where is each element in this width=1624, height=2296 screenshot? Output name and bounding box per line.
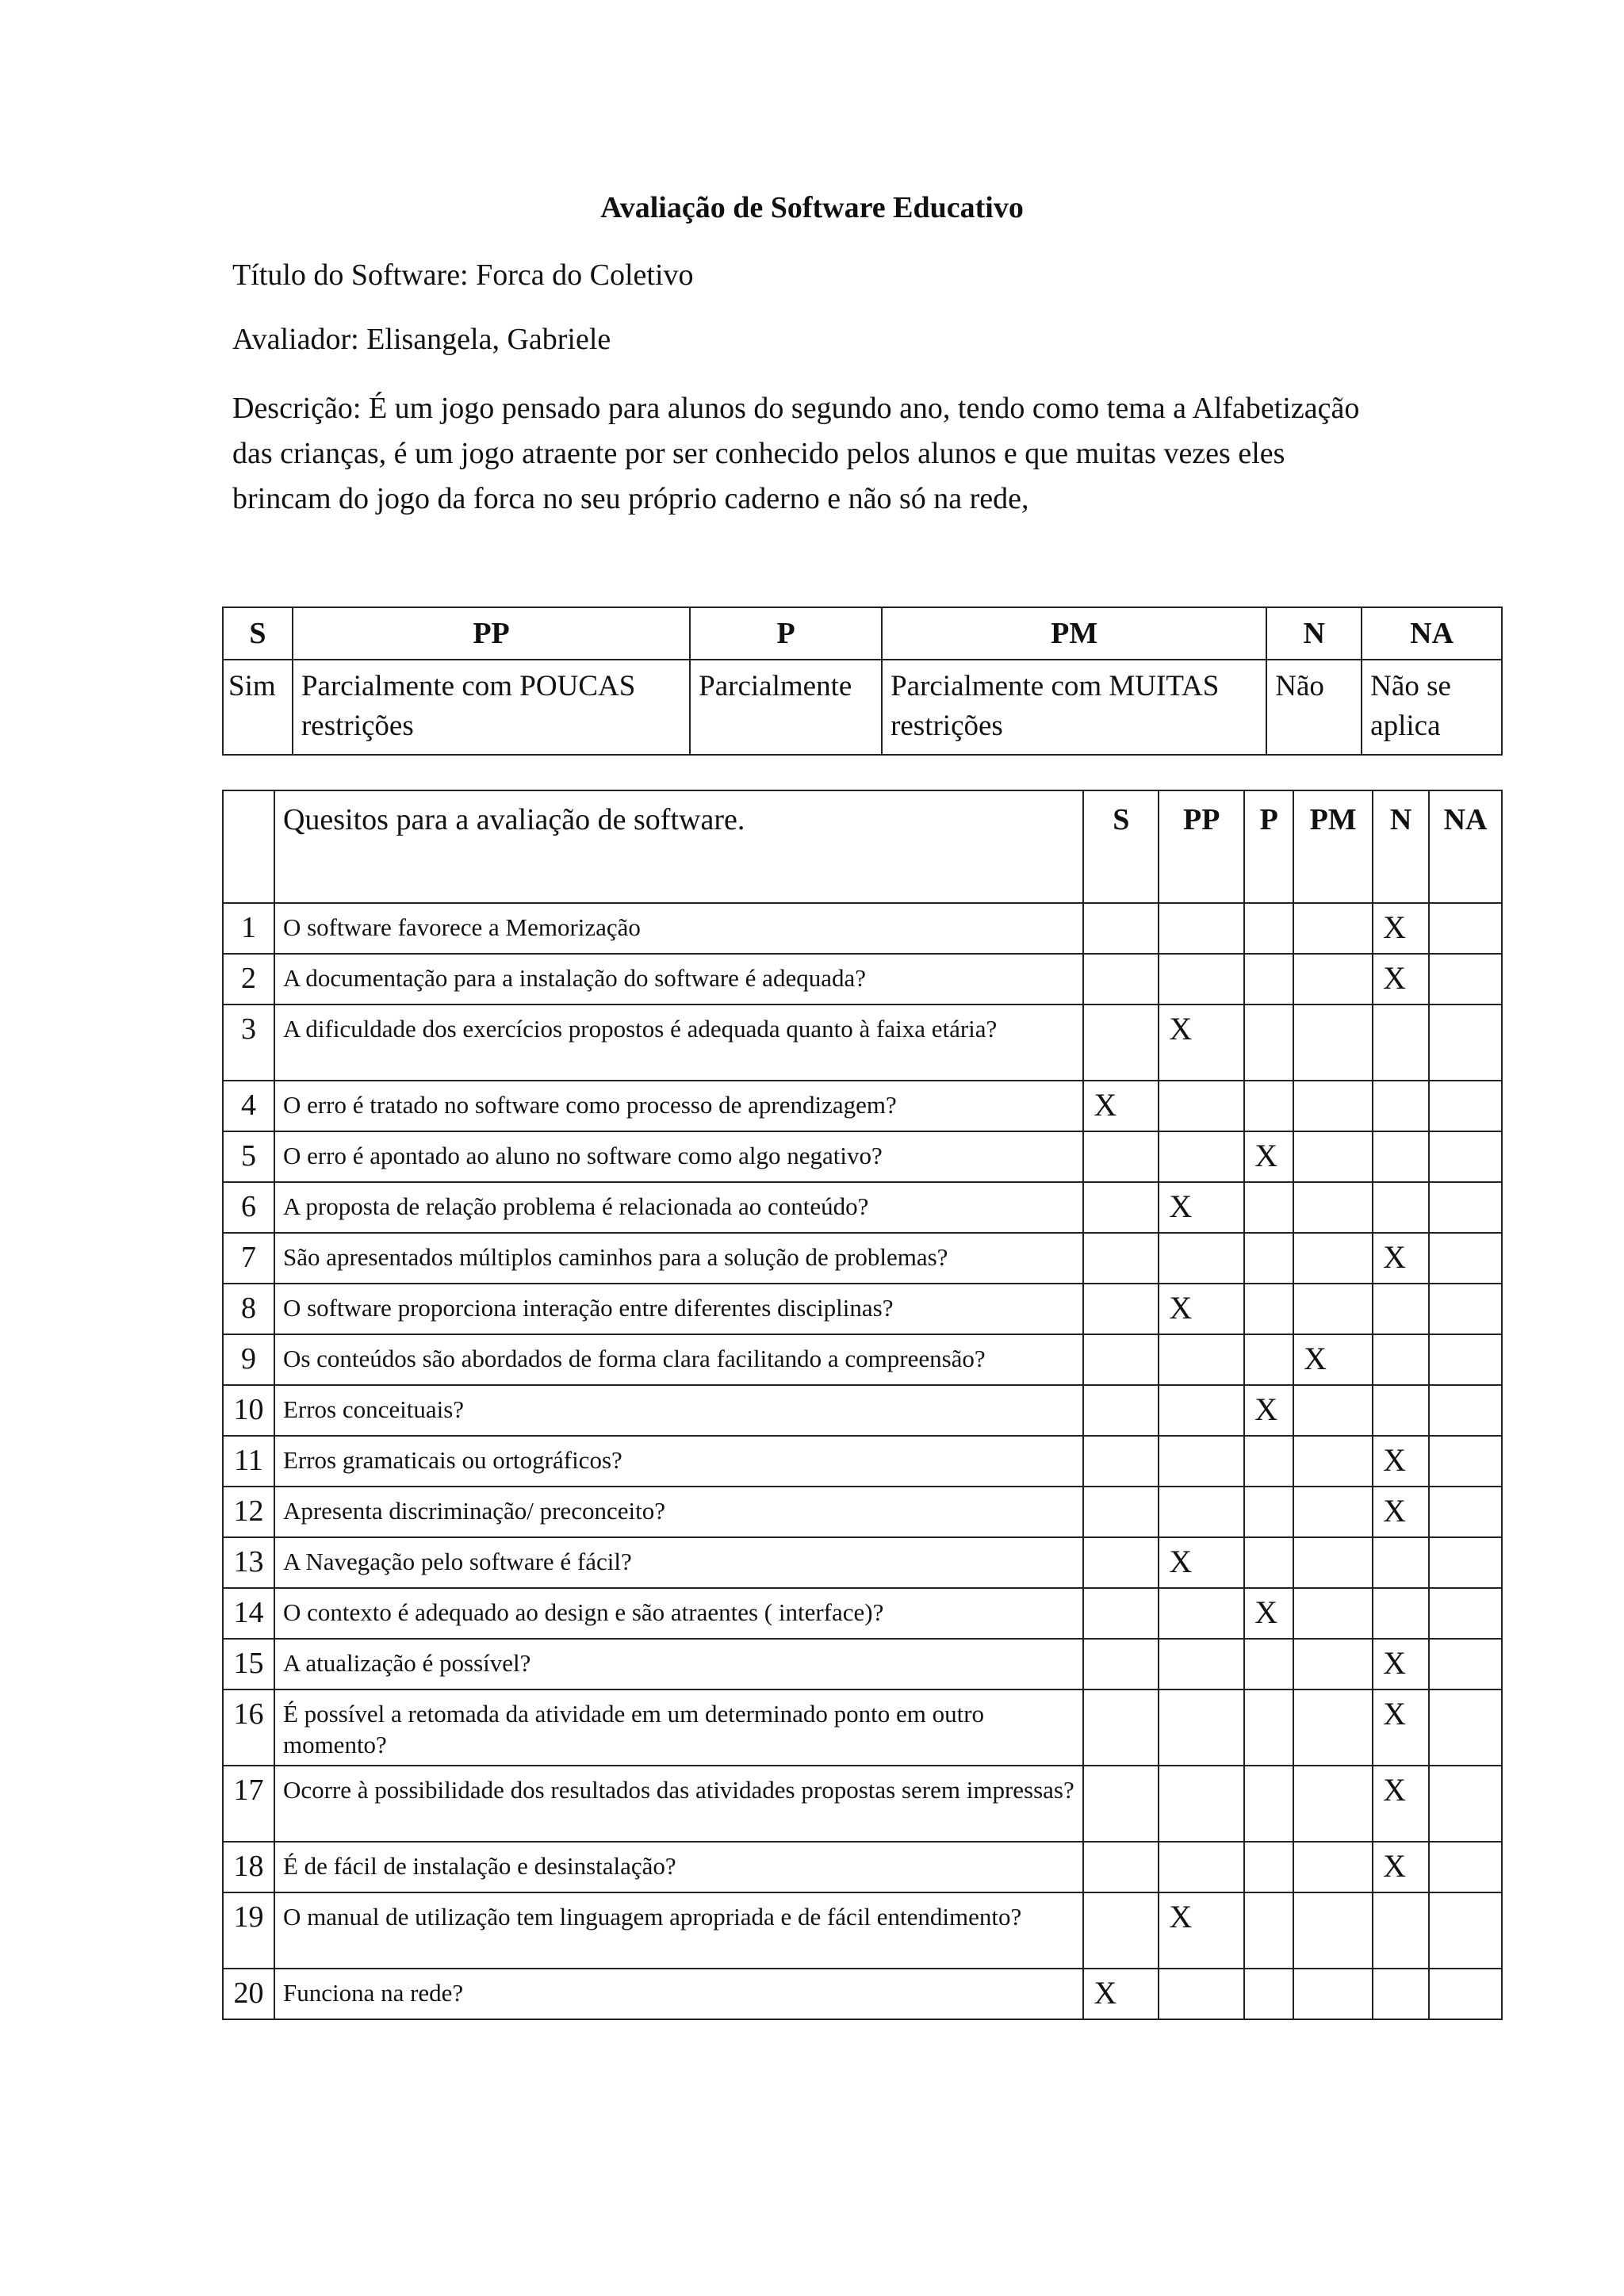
answer-mark: X [1169, 1899, 1193, 1934]
answer-cell-pp [1159, 1004, 1244, 1081]
column-header: NA [1429, 790, 1502, 903]
answer-cell-na [1429, 1639, 1502, 1689]
table-row [223, 1131, 1502, 1182]
answer-mark: X [1169, 1290, 1193, 1326]
answer-cell-na [1429, 954, 1502, 1004]
answer-cell-p [1244, 1436, 1293, 1487]
question-text: Erros conceituais? [274, 1385, 1083, 1436]
row-number: 20 [223, 1969, 274, 2019]
question-text: É de fácil de instalação e desinstalação? [274, 1842, 1083, 1892]
answer-cell-s [1083, 1385, 1159, 1436]
table-row [223, 1487, 1502, 1537]
question-text: A dificuldade dos exercícios propostos é adequada quanto à faixa etária? [274, 1004, 1083, 1081]
row-number: 8 [223, 1284, 274, 1334]
evaluator: Avaliador: Elisangela, Gabriele [232, 323, 611, 356]
answer-cell-pp [1159, 1385, 1244, 1436]
answer-cell-pm [1293, 1487, 1373, 1537]
answer-cell-na [1429, 1385, 1502, 1436]
answer-mark: X [1383, 1848, 1406, 1884]
answer-cell-s [1083, 1842, 1159, 1892]
answer-cell-na [1429, 1689, 1502, 1766]
answer-cell-n [1373, 1385, 1429, 1436]
answer-cell-p [1244, 1334, 1293, 1385]
answer-cell-na [1429, 1182, 1502, 1233]
header-number-cell [223, 790, 274, 903]
answer-cell-pp [1159, 1131, 1244, 1182]
answer-cell-n [1373, 1892, 1429, 1969]
legend-meaning: Não [1266, 660, 1362, 755]
answer-cell-n [1373, 1334, 1429, 1385]
row-number: 16 [223, 1689, 274, 1766]
answer-cell-p [1244, 1766, 1293, 1842]
answer-cell-n [1373, 1766, 1429, 1842]
answer-cell-pm [1293, 1004, 1373, 1081]
answer-cell-s [1083, 1689, 1159, 1766]
answer-mark: X [1383, 1772, 1406, 1808]
table-row [223, 1081, 1502, 1131]
answer-cell-n [1373, 1537, 1429, 1588]
legend-code: N [1266, 607, 1362, 660]
answer-cell-p [1244, 1892, 1293, 1969]
answer-cell-pm [1293, 1284, 1373, 1334]
answer-cell-p [1244, 1842, 1293, 1892]
question-text: A atualização é possível? [274, 1639, 1083, 1689]
answer-cell-s [1083, 903, 1159, 954]
answer-mark: X [1304, 1341, 1327, 1376]
question-text: Apresenta discriminação/ preconceito? [274, 1487, 1083, 1537]
question-text: Os conteúdos são abordados de forma clara facilitando a compreensão? [274, 1334, 1083, 1385]
legend-code: PP [293, 607, 690, 660]
question-text: Ocorre à possibilidade dos resultados das atividades propostas serem impressas? [274, 1766, 1083, 1842]
answer-cell-pp [1159, 1081, 1244, 1131]
answer-cell-s [1083, 1639, 1159, 1689]
answer-cell-n [1373, 954, 1429, 1004]
question-text: São apresentados múltiplos caminhos para a solução de problemas? [274, 1233, 1083, 1284]
row-number: 19 [223, 1892, 274, 1969]
answer-cell-s [1083, 1284, 1159, 1334]
answer-mark: X [1169, 1188, 1193, 1224]
answer-cell-p [1244, 1537, 1293, 1588]
answer-cell-n [1373, 1004, 1429, 1081]
answer-cell-n [1373, 903, 1429, 954]
answer-cell-pp [1159, 1892, 1244, 1969]
answer-cell-pp [1159, 1766, 1244, 1842]
answer-cell-pm [1293, 903, 1373, 954]
row-number: 14 [223, 1588, 274, 1639]
criteria-table [222, 790, 1503, 2020]
answer-cell-s [1083, 1081, 1159, 1131]
answer-mark: X [1094, 1975, 1117, 2011]
answer-cell-p [1244, 1487, 1293, 1537]
answer-cell-n [1373, 1487, 1429, 1537]
answer-cell-p [1244, 1004, 1293, 1081]
row-number: 12 [223, 1487, 274, 1537]
criteria-header: Quesitos para a avaliação de software. [274, 790, 1083, 903]
answer-cell-n [1373, 1131, 1429, 1182]
row-number: 15 [223, 1639, 274, 1689]
table-row [223, 1004, 1502, 1081]
legend-code: P [690, 607, 882, 660]
answer-cell-n [1373, 1182, 1429, 1233]
criteria-body [223, 903, 1502, 2019]
answer-cell-pm [1293, 1131, 1373, 1182]
answer-cell-n [1373, 1284, 1429, 1334]
answer-mark: X [1383, 1696, 1406, 1732]
answer-cell-s [1083, 1766, 1159, 1842]
table-row [223, 1385, 1502, 1436]
answer-cell-pm [1293, 954, 1373, 1004]
answer-cell-pm [1293, 1588, 1373, 1639]
answer-mark: X [1094, 1087, 1117, 1123]
answer-mark: X [1383, 1493, 1406, 1529]
row-number: 13 [223, 1537, 274, 1588]
answer-cell-na [1429, 1131, 1502, 1182]
answer-cell-na [1429, 1081, 1502, 1131]
question-text: O software favorece a Memorização [274, 903, 1083, 954]
answer-cell-na [1429, 1284, 1502, 1334]
legend-code-row [223, 607, 1502, 660]
answer-mark: X [1169, 1544, 1193, 1579]
legend-meaning: Parcialmente [690, 660, 882, 755]
question-text: O contexto é adequado ao design e são atraentes ( interface)? [274, 1588, 1083, 1639]
answer-cell-pp [1159, 1284, 1244, 1334]
table-row [223, 1436, 1502, 1487]
answer-cell-s [1083, 954, 1159, 1004]
table-row [223, 1689, 1502, 1766]
answer-cell-n [1373, 1969, 1429, 2019]
answer-mark: X [1383, 1442, 1406, 1478]
question-text: Erros gramaticais ou ortográficos? [274, 1436, 1083, 1487]
answer-cell-na [1429, 1766, 1502, 1842]
answer-cell-na [1429, 1892, 1502, 1969]
answer-cell-pm [1293, 1969, 1373, 2019]
answer-cell-pm [1293, 1842, 1373, 1892]
answer-cell-pm [1293, 1766, 1373, 1842]
question-text: O erro é apontado ao aluno no software como algo negativo? [274, 1131, 1083, 1182]
table-row [223, 1588, 1502, 1639]
criteria-header-row [223, 790, 1502, 903]
answer-cell-n [1373, 1689, 1429, 1766]
question-text: A Navegação pelo software é fácil? [274, 1537, 1083, 1588]
answer-cell-p [1244, 1131, 1293, 1182]
answer-cell-s [1083, 1233, 1159, 1284]
answer-cell-pm [1293, 1892, 1373, 1969]
answer-cell-pp [1159, 1233, 1244, 1284]
question-text: O software proporciona interação entre diferentes disciplinas? [274, 1284, 1083, 1334]
row-number: 5 [223, 1131, 274, 1182]
answer-cell-s [1083, 1436, 1159, 1487]
answer-cell-pm [1293, 1689, 1373, 1766]
answer-cell-pp [1159, 954, 1244, 1004]
question-text: O manual de utilização tem linguagem apropriada e de fácil entendimento? [274, 1892, 1083, 1969]
legend-meaning: Parcialmente com POUCAS restrições [293, 660, 690, 755]
answer-cell-n [1373, 1436, 1429, 1487]
answer-cell-pm [1293, 1537, 1373, 1588]
question-text: O erro é tratado no software como processo de aprendizagem? [274, 1081, 1083, 1131]
answer-cell-pp [1159, 1639, 1244, 1689]
legend-meaning-row [223, 660, 1502, 755]
answer-cell-pm [1293, 1081, 1373, 1131]
answer-cell-p [1244, 954, 1293, 1004]
table-row [223, 1892, 1502, 1969]
answer-cell-s [1083, 1892, 1159, 1969]
answer-cell-s [1083, 1131, 1159, 1182]
table-row [223, 1766, 1502, 1842]
answer-cell-n [1373, 1842, 1429, 1892]
answer-cell-p [1244, 1233, 1293, 1284]
answer-cell-pp [1159, 1588, 1244, 1639]
table-row [223, 1334, 1502, 1385]
answer-cell-pp [1159, 1689, 1244, 1766]
answer-cell-pp [1159, 1487, 1244, 1537]
answer-cell-s [1083, 1334, 1159, 1385]
answer-cell-s [1083, 1004, 1159, 1081]
answer-cell-pm [1293, 1639, 1373, 1689]
column-header: PM [1293, 790, 1373, 903]
column-header: N [1373, 790, 1429, 903]
answer-cell-p [1244, 1081, 1293, 1131]
answer-mark: X [1254, 1138, 1278, 1173]
answer-cell-p [1244, 1689, 1293, 1766]
legend-meaning: Não se aplica [1362, 660, 1502, 755]
answer-cell-na [1429, 1334, 1502, 1385]
answer-cell-n [1373, 1639, 1429, 1689]
row-number: 18 [223, 1842, 274, 1892]
software-title: Título do Software: Forca do Coletivo [232, 258, 694, 292]
table-row [223, 1842, 1502, 1892]
answer-cell-na [1429, 1004, 1502, 1081]
question-text: É possível a retomada da atividade em um determinado ponto em outro momento? [274, 1689, 1083, 1766]
answer-cell-na [1429, 1537, 1502, 1588]
legend-code: S [223, 607, 293, 660]
answer-cell-pp [1159, 1182, 1244, 1233]
answer-cell-na [1429, 1436, 1502, 1487]
answer-mark: X [1383, 909, 1406, 945]
answer-cell-s [1083, 1969, 1159, 2019]
table-row [223, 1182, 1502, 1233]
answer-mark: X [1254, 1594, 1278, 1630]
answer-cell-na [1429, 1842, 1502, 1892]
row-number: 4 [223, 1081, 274, 1131]
row-number: 17 [223, 1766, 274, 1842]
answer-cell-pm [1293, 1182, 1373, 1233]
table-row [223, 903, 1502, 954]
legend-meaning: Sim [223, 660, 293, 755]
row-number: 1 [223, 903, 274, 954]
answer-mark: X [1383, 1239, 1406, 1275]
answer-cell-p [1244, 1969, 1293, 2019]
answer-cell-pp [1159, 1436, 1244, 1487]
column-header: PP [1159, 790, 1244, 903]
row-number: 7 [223, 1233, 274, 1284]
answer-mark: X [1254, 1391, 1278, 1427]
answer-cell-pp [1159, 1842, 1244, 1892]
answer-cell-pm [1293, 1233, 1373, 1284]
answer-cell-pp [1159, 1969, 1244, 2019]
answer-cell-pp [1159, 1334, 1244, 1385]
answer-cell-na [1429, 1588, 1502, 1639]
table-row [223, 1537, 1502, 1588]
answer-cell-n [1373, 1081, 1429, 1131]
question-text: A documentação para a instalação do software é adequada? [274, 954, 1083, 1004]
column-header: S [1083, 790, 1159, 903]
table-row [223, 954, 1502, 1004]
answer-cell-p [1244, 1588, 1293, 1639]
answer-cell-s [1083, 1537, 1159, 1588]
legend-code: NA [1362, 607, 1502, 660]
row-number: 2 [223, 954, 274, 1004]
answer-cell-na [1429, 1487, 1502, 1537]
question-text: Funciona na rede? [274, 1969, 1083, 2019]
answer-cell-n [1373, 1233, 1429, 1284]
answer-cell-s [1083, 1588, 1159, 1639]
answer-cell-pm [1293, 1334, 1373, 1385]
table-row [223, 1233, 1502, 1284]
answer-cell-p [1244, 1284, 1293, 1334]
answer-cell-n [1373, 1588, 1429, 1639]
answer-cell-p [1244, 1182, 1293, 1233]
answer-cell-p [1244, 1385, 1293, 1436]
answer-cell-pm [1293, 1436, 1373, 1487]
answer-cell-p [1244, 1639, 1293, 1689]
description: Descrição: É um jogo pensado para alunos do segundo ano, tendo como tema a Alfabetização das crianças, é um jogo atraente por ser conhecido pelos alunos e que muitas vezes eles brincam do jogo da forca no seu próprio caderno e não só na rede, [232, 392, 1360, 515]
answer-cell-s [1083, 1487, 1159, 1537]
answer-cell-pm [1293, 1385, 1373, 1436]
legend-code: PM [882, 607, 1266, 660]
table-row [223, 1284, 1502, 1334]
table-row [223, 1969, 1502, 2019]
page-title: Avaliação de Software Educativo [600, 191, 1024, 224]
answer-mark: X [1383, 960, 1406, 996]
question-text: A proposta de relação problema é relacionada ao conteúdo? [274, 1182, 1083, 1233]
row-number: 6 [223, 1182, 274, 1233]
answer-cell-na [1429, 1233, 1502, 1284]
legend-meaning: Parcialmente com MUITAS restrições [882, 660, 1266, 755]
row-number: 11 [223, 1436, 274, 1487]
row-number: 3 [223, 1004, 274, 1081]
answer-mark: X [1383, 1645, 1406, 1681]
answer-cell-pp [1159, 1537, 1244, 1588]
answer-cell-s [1083, 1182, 1159, 1233]
answer-mark: X [1169, 1011, 1193, 1047]
legend-table [222, 607, 1503, 756]
answer-cell-na [1429, 903, 1502, 954]
answer-cell-pp [1159, 903, 1244, 954]
row-number: 9 [223, 1334, 274, 1385]
table-row [223, 1639, 1502, 1689]
column-header: P [1244, 790, 1293, 903]
answer-cell-na [1429, 1969, 1502, 2019]
row-number: 10 [223, 1385, 274, 1436]
answer-cell-p [1244, 903, 1293, 954]
